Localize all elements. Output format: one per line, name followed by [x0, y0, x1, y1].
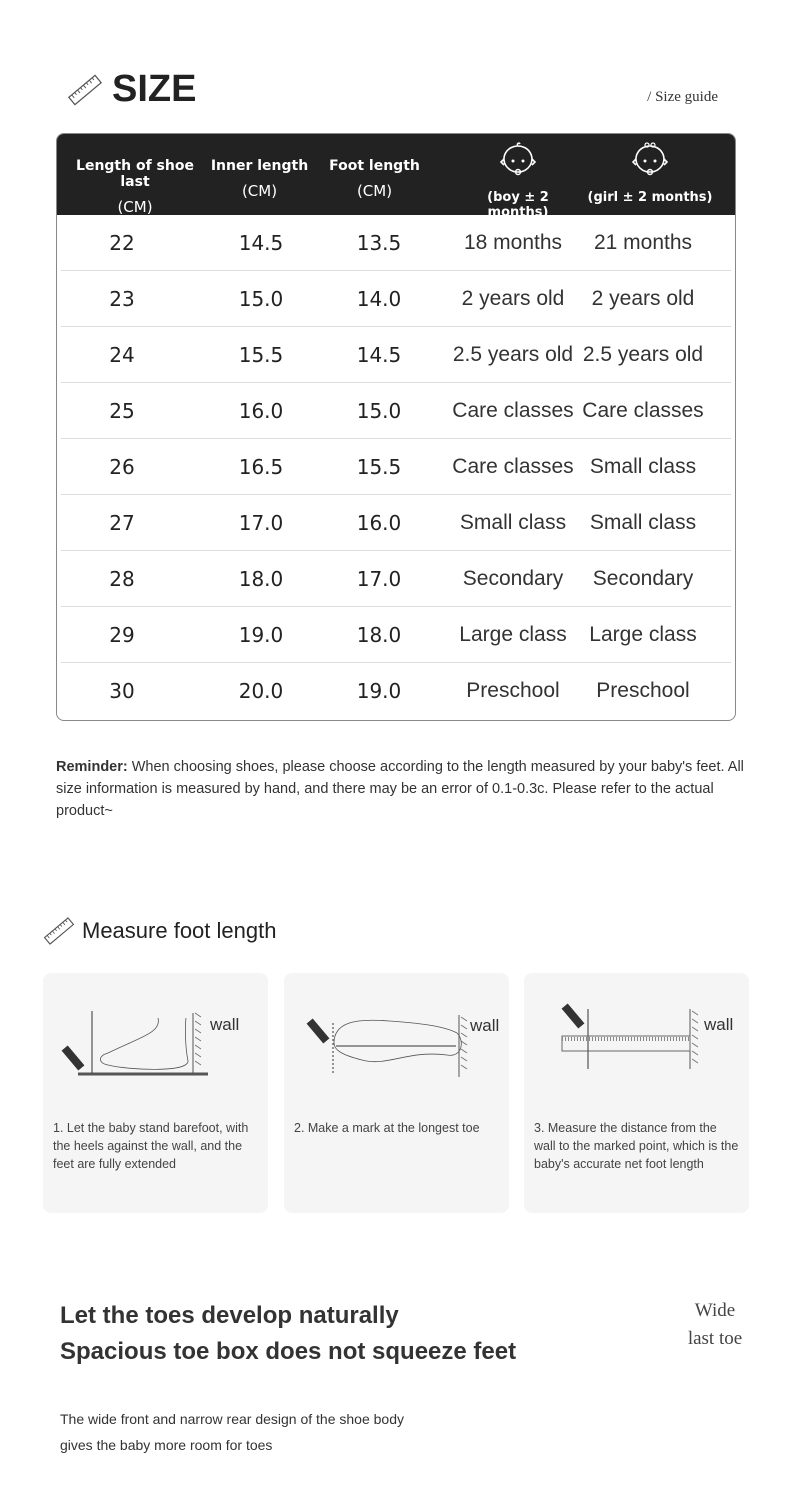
svg-text:wall: wall	[210, 1015, 240, 1034]
table-cell: 29	[109, 623, 135, 647]
table-row	[61, 215, 731, 271]
table-cell: 20.0	[238, 679, 284, 703]
table-cell: Large class	[459, 623, 567, 646]
mark-longest-toe-illustration	[284, 993, 509, 1093]
col-girl: (girl ± 2 months)	[583, 142, 717, 205]
table-row	[61, 383, 731, 439]
table-cell: Care classes	[582, 399, 704, 422]
table-cell: 28	[109, 567, 135, 591]
table-cell: 18.0	[238, 567, 284, 591]
table-header	[57, 134, 735, 220]
table-cell: 2 years old	[591, 287, 695, 310]
table-cell: 19.0	[356, 679, 402, 703]
step-2-text: 2. Make a mark at the longest toe	[294, 1121, 480, 1135]
measure-ruler-illustration	[524, 993, 749, 1093]
col-boy: (boy ± 2 months)	[455, 142, 581, 220]
table-cell: 15.0	[238, 287, 284, 311]
table-row	[61, 663, 731, 719]
col-inner-length: Inner length (CM)	[210, 158, 309, 200]
table-cell: 30	[109, 679, 135, 703]
table-cell: 27	[109, 511, 135, 535]
reminder-text: Reminder: When choosing shoes, please choose according to the length measured by your baby's feet. All size information is measured by hand, and there may be an error of 0.1-0.3c. Please refer to the actual product~	[56, 759, 744, 819]
table-cell: 15.5	[238, 343, 284, 367]
col-foot-length: Foot length (CM)	[329, 158, 420, 200]
step-card-3	[524, 973, 749, 1213]
table-cell: 22	[109, 231, 135, 255]
baby-girl-icon	[630, 142, 670, 180]
col-shoe-last: Length of shoe last (CM)	[76, 158, 194, 216]
table-cell: 15.5	[356, 455, 402, 479]
table-cell: 24	[109, 343, 135, 367]
table-cell: 14.5	[238, 231, 284, 255]
wide-last-toe-label: Wide last toe	[687, 1300, 743, 1349]
table-cell: 16.5	[238, 455, 284, 479]
table-row	[61, 551, 731, 607]
table-cell: 14.0	[356, 287, 402, 311]
table-cell: 16.0	[238, 399, 284, 423]
table-cell: 2 years old	[461, 287, 565, 310]
table-cell: Large class	[589, 623, 697, 646]
table-cell: Secondary	[592, 567, 694, 590]
table-cell: Preschool	[596, 679, 690, 702]
table-cell: Small class	[459, 511, 567, 534]
table-row	[61, 607, 731, 663]
table-cell: 19.0	[238, 623, 284, 647]
table-cell: 2.5 years old	[452, 343, 574, 366]
table-cell: 18 months	[463, 231, 563, 254]
step-card-1	[43, 973, 268, 1213]
step-3-text: 3. Measure the distance from the wall to the marked point, which is the baby's accurate net foot length	[534, 1121, 739, 1171]
table-cell: 26	[109, 455, 135, 479]
measure-heading: Measure foot length	[42, 916, 276, 946]
size-guide-label: / Size guide	[647, 89, 718, 105]
table-cell: Small class	[589, 455, 697, 478]
table-cell: 17.0	[238, 511, 284, 535]
table-cell: Small class	[589, 511, 697, 534]
toe-heading: Let the toes develop naturally Spacious toe box does not squeeze feet	[60, 1302, 517, 1365]
ruler-icon	[66, 73, 104, 107]
table-cell: 15.0	[356, 399, 402, 423]
step-1-text: 1. Let the baby stand barefoot, with the heels against the wall, and the feet are fully extended	[53, 1121, 249, 1171]
svg-text:wall: wall	[470, 1016, 500, 1035]
ruler-icon	[42, 916, 76, 946]
table-cell: 17.0	[356, 567, 402, 591]
table-cell: 2.5 years old	[582, 343, 704, 366]
table-cell: 18.0	[356, 623, 402, 647]
table-cell: 25	[109, 399, 135, 423]
table-cell: Care classes	[452, 455, 574, 478]
table-cell: Preschool	[466, 679, 560, 702]
svg-text:wall: wall	[704, 1015, 734, 1034]
size-title: SIZE	[66, 68, 196, 111]
table-row	[61, 495, 731, 551]
size-table	[56, 133, 736, 721]
table-cell: 21 months	[593, 231, 693, 254]
table-row	[61, 327, 731, 383]
toe-description: The wide front and narrow rear design of the shoe body gives the baby more room for toes	[60, 1411, 404, 1453]
table-row	[61, 271, 731, 327]
table-cell: Secondary	[462, 567, 564, 590]
step-card-2	[284, 973, 509, 1213]
table-cell: 16.0	[356, 511, 402, 535]
table-cell: 14.5	[356, 343, 402, 367]
foot-against-wall-illustration	[43, 993, 268, 1093]
table-cell: Care classes	[452, 399, 574, 422]
table-row	[61, 439, 731, 495]
table-cell: 13.5	[356, 231, 402, 255]
baby-boy-icon	[498, 142, 538, 180]
table-cell: 23	[109, 287, 135, 311]
